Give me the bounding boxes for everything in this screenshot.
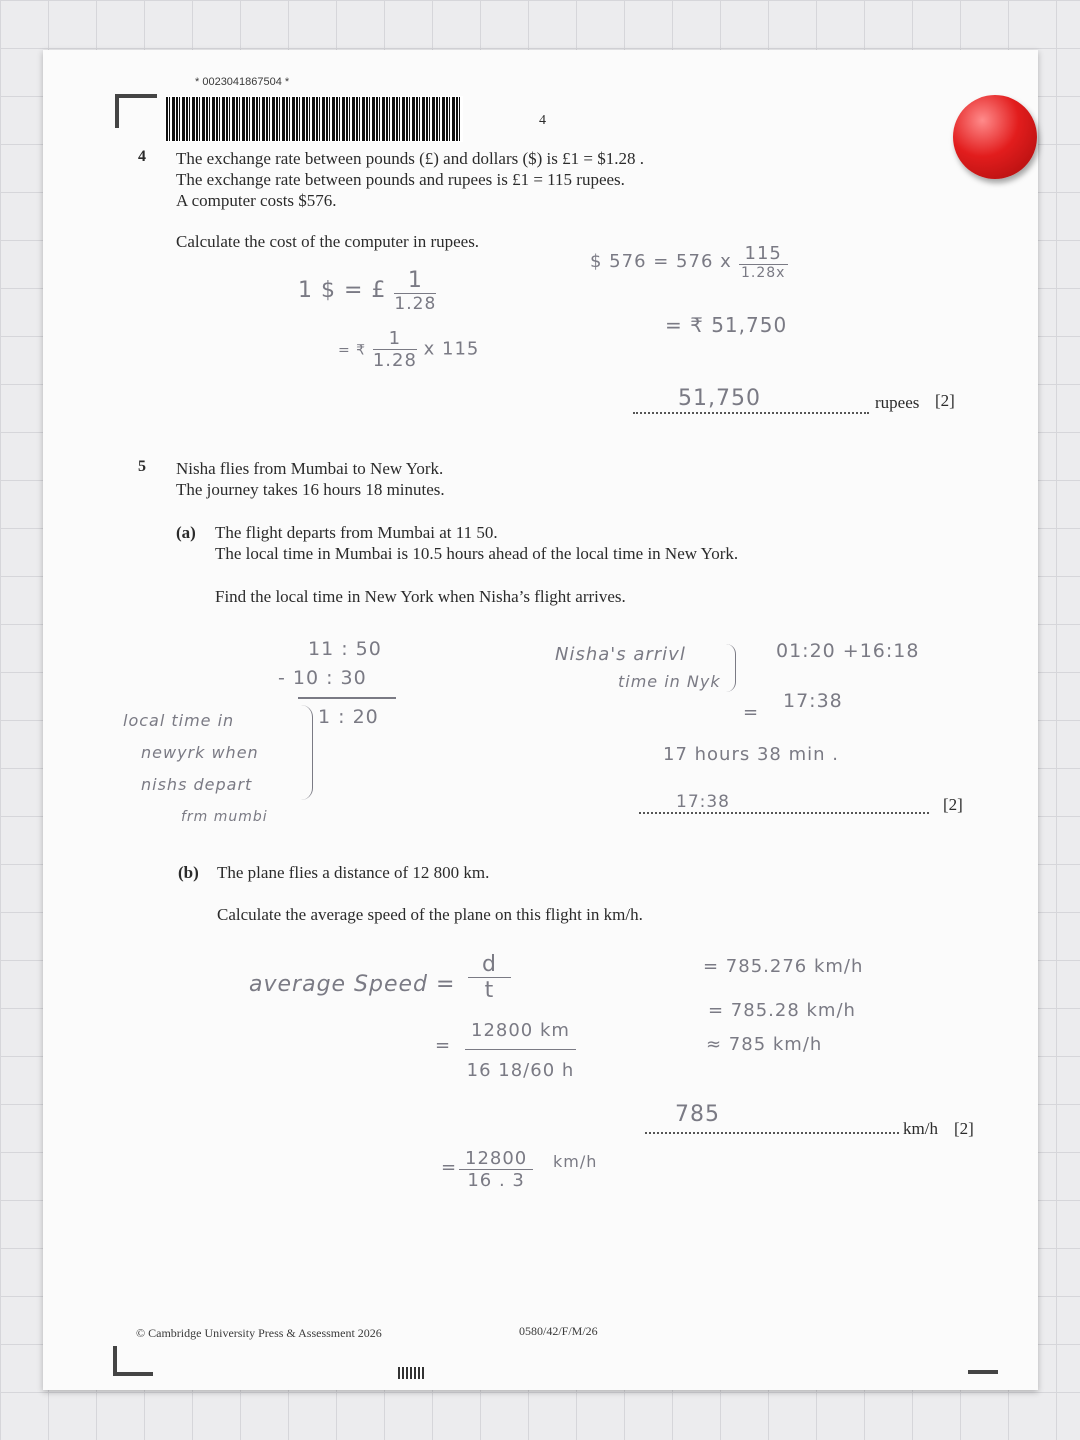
qr-code-icon bbox=[398, 1367, 424, 1379]
q5a-answer: 17:38 bbox=[676, 792, 730, 812]
q5b-result-1: = 785.276 km/h bbox=[703, 956, 864, 977]
q5b-step2-eq: = bbox=[435, 1035, 452, 1056]
q5a-arrival-calc-1: 01:20 +16:18 bbox=[776, 640, 920, 662]
barcode-text: * 0023041867504 * bbox=[195, 76, 290, 88]
q5a-arrival-calc-eq: = bbox=[743, 702, 760, 723]
q4-work-left-2-fraction bbox=[373, 328, 417, 371]
question-4-number: 4 bbox=[138, 148, 146, 165]
question-5-number: 5 bbox=[138, 458, 146, 475]
q5b-step3-eq: = bbox=[441, 1157, 458, 1178]
q4-instruction: Calculate the cost of the computer in rupees. bbox=[176, 232, 480, 251]
q4-work-right-fraction bbox=[739, 243, 788, 281]
q5a-sub-result: 1 : 20 bbox=[318, 706, 379, 728]
q4-work-left-den: 1.28 bbox=[394, 294, 437, 314]
q5b-step3-den: 16 . 3 bbox=[467, 1170, 525, 1191]
q4-marks: [2] bbox=[935, 391, 955, 410]
q5a-arrival-calc-2: 17:38 bbox=[783, 690, 843, 712]
q4-work-right-prefix: $ 576 = 576 x bbox=[590, 251, 732, 272]
q5a-sub-rule bbox=[298, 697, 396, 699]
q5b-speed-den: t bbox=[484, 978, 495, 1003]
q4-line-1: The exchange rate between pounds (£) and dollars ($) is £1 = $1.28 . bbox=[176, 149, 644, 168]
q4-answer-line bbox=[633, 412, 869, 414]
corner-mark-bottom-right bbox=[968, 1370, 998, 1374]
q5b-speed-num: d bbox=[468, 952, 511, 978]
q5a-line-2: The local time in Mumbai is 10.5 hours ahead of the local time in New York. bbox=[215, 544, 739, 563]
q5a-side-note-3: nishs depart bbox=[141, 775, 253, 794]
q4-line-3: A computer costs $576. bbox=[176, 191, 337, 210]
q4-work-left-prefix: 1 $ = £ bbox=[298, 278, 387, 303]
q5a-side-note-4: frm mumbi bbox=[181, 809, 268, 825]
q5a-label: (a) bbox=[176, 523, 196, 542]
q5b-answer-line bbox=[645, 1132, 899, 1134]
q5a-arrival-words: 17 hours 38 min . bbox=[663, 744, 839, 765]
corner-mark-top-left bbox=[115, 94, 157, 98]
q5b-line: The plane flies a distance of 12 800 km. bbox=[217, 863, 490, 882]
q5b-label: (b) bbox=[178, 863, 199, 882]
exam-page bbox=[43, 50, 1038, 1390]
q4-working-left-1 bbox=[298, 268, 436, 314]
q5b-speed-fraction bbox=[468, 952, 511, 1003]
footer-code: 0580/42/F/M/26 bbox=[519, 1324, 598, 1338]
q4-work-left-2-den: 1.28 bbox=[372, 350, 417, 371]
q4-working-right-1 bbox=[590, 243, 788, 281]
q5a-sub-top: 11 : 50 bbox=[308, 638, 382, 660]
q5b-step2-fraction bbox=[465, 1020, 576, 1081]
barcode bbox=[165, 96, 463, 142]
q5b-step2-num: 12800 km bbox=[465, 1020, 576, 1050]
q5b-result-2: = 785.28 km/h bbox=[708, 1000, 856, 1021]
footer-copyright: © Cambridge University Press & Assessment 2026 bbox=[136, 1326, 382, 1340]
q5a-side-note bbox=[123, 705, 268, 833]
q4-working-right-2: = ₹ 51,750 bbox=[665, 313, 788, 337]
q5a-brace bbox=[298, 705, 313, 800]
q5b-instruction: Calculate the average speed of the plane on this flight in km/h. bbox=[217, 905, 643, 924]
q5a-line-1: The flight departs from Mumbai at 11 50. bbox=[215, 523, 498, 542]
q4-answer: 51,750 bbox=[678, 386, 761, 411]
question-4-text bbox=[176, 148, 816, 211]
question-5-text bbox=[176, 458, 776, 500]
corner-mark-top-left-vertical bbox=[115, 94, 119, 128]
q5b-step3-fraction bbox=[459, 1148, 533, 1191]
q5-line-2: The journey takes 16 hours 18 minutes. bbox=[176, 480, 445, 499]
q5-line-1: Nisha flies from Mumbai to New York. bbox=[176, 459, 444, 478]
q5a-marks: [2] bbox=[943, 795, 963, 814]
page-number: 4 bbox=[539, 113, 546, 128]
q5b-step3-unit: km/h bbox=[553, 1152, 598, 1171]
q5b-unit: km/h bbox=[903, 1119, 938, 1138]
q5a-side-note-1: local time in bbox=[123, 711, 235, 730]
q5a-arrival-label-1: Nisha's arrivl bbox=[555, 644, 686, 665]
q4-working-left-2 bbox=[338, 328, 479, 371]
q5b-step2-den: 16 18/60 h bbox=[466, 1060, 575, 1081]
q4-work-left-2-num: 1 bbox=[373, 328, 417, 350]
q4-unit: rupees bbox=[875, 393, 920, 412]
q5b-answer: 785 bbox=[675, 1102, 720, 1127]
q4-work-left-fraction bbox=[394, 268, 436, 314]
q4-work-left-num: 1 bbox=[394, 268, 436, 294]
q5b-step3-num: 12800 bbox=[459, 1148, 533, 1170]
corner-mark-bottom-left-horizontal bbox=[113, 1372, 153, 1376]
q5b-result-3: ≈ 785 km/h bbox=[706, 1034, 823, 1055]
q5a-sub-mid: - 10 : 30 bbox=[278, 667, 367, 689]
q4-work-right-den: 1.28x bbox=[740, 265, 786, 281]
q5b-marks: [2] bbox=[954, 1119, 974, 1138]
q5b-speed-label: average Speed = bbox=[249, 972, 456, 997]
q5a-side-note-2: newyrk when bbox=[141, 743, 259, 762]
q4-work-left-2-prefix: = ₹ bbox=[338, 342, 367, 359]
q4-line-2: The exchange rate between pounds and rupees is £1 = 115 rupees. bbox=[176, 170, 625, 189]
q5a-arrival-label-2: time in Nyk bbox=[618, 672, 721, 691]
pushpin-icon bbox=[953, 95, 1037, 179]
q4-work-right-num: 115 bbox=[739, 243, 788, 265]
q5a-arrival-brace bbox=[725, 644, 736, 692]
q5a-answer-line bbox=[639, 812, 929, 814]
q4-work-left-2-suffix: x 115 bbox=[423, 338, 480, 360]
q5a-instruction: Find the local time in New York when Nisha’s flight arrives. bbox=[215, 587, 626, 606]
q5a-text bbox=[215, 522, 915, 564]
